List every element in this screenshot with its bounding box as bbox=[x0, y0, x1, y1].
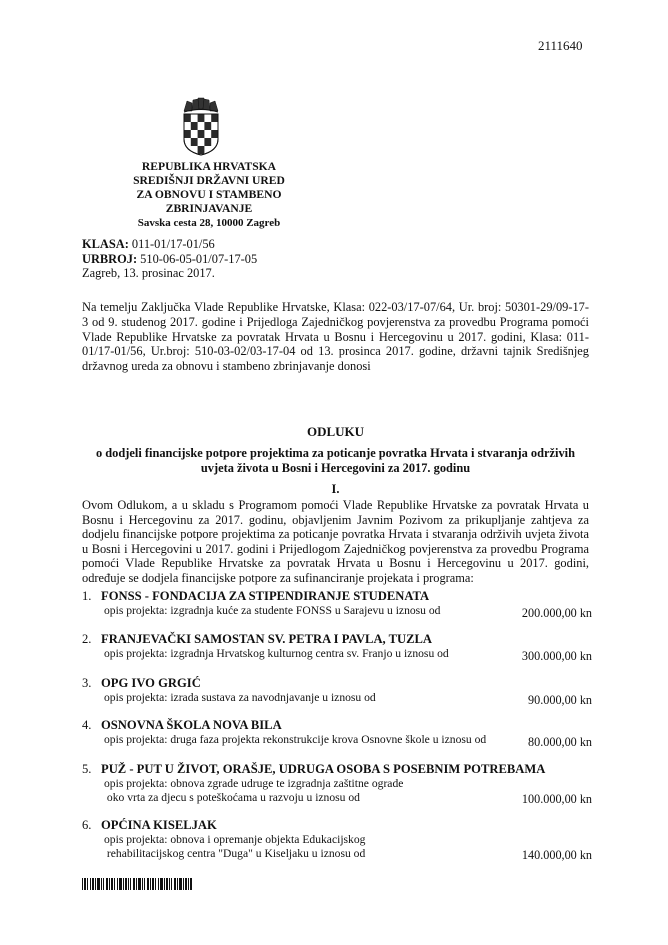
item-amount: 90.000,00 kn bbox=[528, 693, 592, 707]
item-number: 2. bbox=[82, 632, 92, 646]
section-number: I. bbox=[331, 482, 340, 496]
item-name: OSNOVNA ŠKOLA NOVA BILA bbox=[101, 718, 282, 732]
header-line-department: ZA OBNOVU I STAMBENO ZBRINJAVANJE bbox=[136, 188, 282, 215]
item-description: opis projekta: izgradnja kuće za studente FONSS u Sarajevu u iznosu od bbox=[104, 604, 441, 617]
document-number: 2111640 bbox=[538, 38, 583, 53]
decision-title: ODLUKU bbox=[306, 424, 365, 439]
item-name: OPĆINA KISELJAK bbox=[101, 818, 217, 832]
decision-subtitle bbox=[82, 446, 589, 476]
item-description: opis projekta: obnova i opremanje objekta Edukacijskog bbox=[104, 833, 366, 846]
barcode-icon bbox=[82, 878, 192, 890]
reference-block bbox=[82, 237, 257, 281]
item-description: opis projekta: izgradnja Hrvatskog kulturnog centra sv. Franjo u iznosu od bbox=[104, 647, 449, 660]
list-item bbox=[82, 718, 592, 747]
place-date: Zagreb, 13. prosinac 2017. bbox=[82, 266, 215, 280]
header-line-office: SREDIŠNJI DRŽAVNI URED bbox=[133, 174, 285, 187]
item-amount: 300.000,00 kn bbox=[521, 649, 592, 663]
klasa-line bbox=[82, 237, 257, 252]
item-description: opis projekta: druga faza projekta rekonstrukcije krova Osnovne škole u iznosu od bbox=[104, 733, 487, 746]
item-number: 5. bbox=[82, 762, 92, 776]
header-line-republic: REPUBLIKA HRVATSKA bbox=[141, 160, 277, 173]
list-item bbox=[82, 632, 592, 661]
item-description: opis projekta: izrada sustava za navodnjavanje u iznosu od bbox=[104, 691, 376, 704]
header-address: Savska cesta 28, 10000 Zagreb bbox=[137, 217, 281, 229]
item-number: 3. bbox=[82, 676, 92, 690]
item-amount: 200.000,00 kn bbox=[521, 606, 592, 620]
item-description-continued: oko vrta za djecu s poteškoćama u razvoju u iznosu od bbox=[104, 790, 360, 804]
croatian-coat-of-arms-icon bbox=[181, 97, 221, 157]
item-description: opis projekta: obnova zgrade udruge te izgradnja zaštitne ograde bbox=[104, 777, 404, 790]
list-item bbox=[82, 589, 592, 618]
item-amount: 100.000,00 kn bbox=[521, 792, 592, 806]
list-item bbox=[82, 676, 592, 705]
item-amount: 140.000,00 kn bbox=[521, 848, 592, 862]
urbroj-line bbox=[82, 252, 257, 267]
decision-subtitle-line1: o dodjeli financijske potpore projektima za poticanje povratka Hrvata i stvaranja održivih bbox=[96, 446, 575, 460]
list-item bbox=[82, 762, 592, 804]
decision-body: Ovom Odlukom, a u skladu s Programom pomoći Vlade Republike Hrvatske za povratak Hrvata u Bosnu i Hercegovinu za 2017. godinu, objavljenim Javnim Pozivom za prikupljanje zahtjeva za dodjelu financijske potpore projektima za poticanje povratka Hrvata i stvaranja održivih uvjeta života u Bosni i Hercegovini u 2017. godini i Prijedlogom Zajedničkog povjerenstva za provedbu Programa pomoći Vlade Republike Hrvatske za povratak Hrvata u Bosnu i Hercegovinu u 2017. godini, određuje se dodjela financijske potpore za sufinanciranje projekata i programa: bbox=[82, 498, 589, 585]
item-number: 6. bbox=[82, 818, 92, 832]
item-name: FONSS - FONDACIJA ZA STIPENDIRANJE STUDENATA bbox=[101, 589, 430, 603]
item-name: PUŽ - PUT U ŽIVOT, ORAŠJE, UDRUGA OSOBA S POSEBNIM POTREBAMA bbox=[101, 762, 546, 776]
item-amount: 80.000,00 kn bbox=[528, 735, 592, 749]
issuer-header bbox=[94, 160, 324, 230]
item-name: OPG IVO GRGIĆ bbox=[101, 676, 201, 690]
klasa-label: KLASA: bbox=[82, 237, 129, 251]
intro-paragraph: Na temelju Zaključka Vlade Republike Hrvatske, Klasa: 022-03/17-07/64, Ur. broj: 50301-29/09-17-3 od 9. studenog 2017. godine i Prijedloga Zajedničkog povjerenstva za provedbu Programa pomoći Vlade Republike Hrvatske za povratak Hrvata u Bosnu i Hercegovinu u 2017. godini, Klasa: 011-01/17-01/56, Ur.broj: 510-03-02/03-17-04 od 13. prosinca 2017. godine, državni tajnik Središnjeg državnog ureda za obnovu i stambeno zbrinjavanje donosi bbox=[82, 300, 589, 374]
urbroj-label: URBROJ: bbox=[82, 251, 138, 266]
item-number: 4. bbox=[82, 718, 92, 732]
decision-subtitle-line2: uvjeta života u Bosni i Hercegovini za 2017. godinu bbox=[200, 461, 471, 475]
klasa-value: 011-01/17-01/56 bbox=[128, 237, 215, 251]
item-name: FRANJEVAČKI SAMOSTAN SV. PETRA I PAVLA, TUZLA bbox=[101, 632, 433, 646]
urbroj-value: 510-06-05-01/07-17-05 bbox=[137, 251, 258, 266]
item-number: 1. bbox=[82, 589, 92, 603]
list-item bbox=[82, 818, 592, 860]
item-description-continued: rehabilitacijskog centra "Duga" u Kiseljaku u iznosu od bbox=[104, 846, 366, 860]
